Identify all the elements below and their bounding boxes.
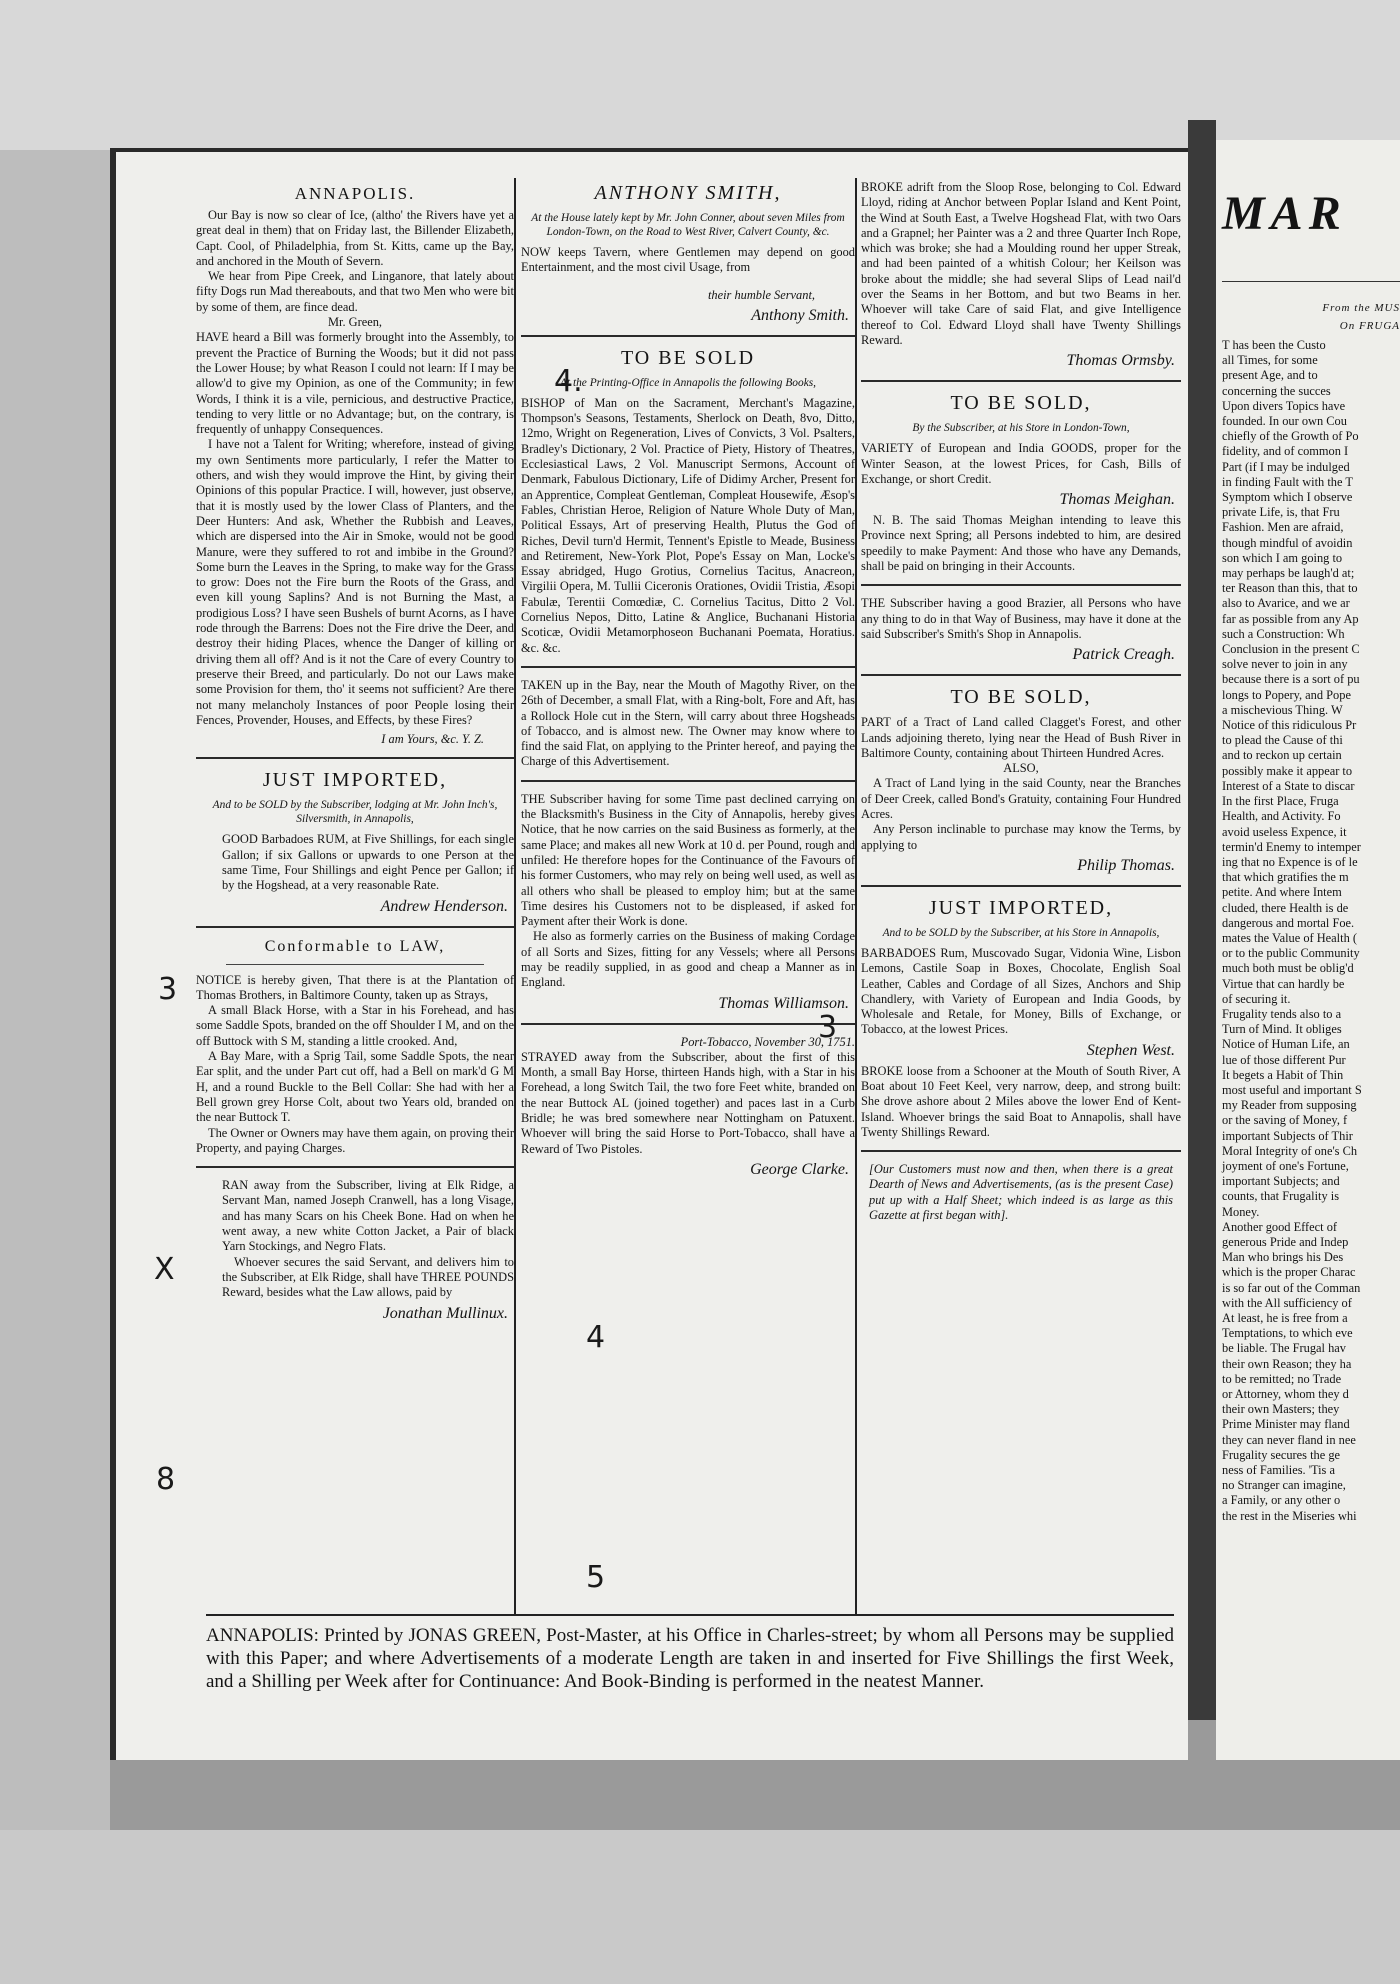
adjacent-text-line: Symptom which I observe [1222,490,1353,505]
rule [861,1150,1181,1152]
rule [196,1166,514,1168]
handwritten-annotation: 4 [586,1320,606,1355]
rule [861,885,1181,887]
adjacent-text-line: or the saving of Money, f [1222,1113,1348,1128]
tract-text-3: Any Person inclinable to purchase may know the Terms, by applying to [861,822,1181,852]
adjacent-text-line: Interest of a State to discar [1222,778,1355,793]
smith-subtitle: At the House lately kept by Mr. John Conner, about seven Miles from London-Town, on the Road to West River, Calvert County, &c. [531,212,845,238]
ormsby-signature: Thomas Ormsby. [1066,352,1175,370]
adjacent-text-line: to be remitted; no Trade [1222,1371,1342,1386]
adjacent-text-line: generous Pride and Indep [1222,1234,1349,1249]
adjacent-text-line: all Times, for some [1222,353,1318,368]
law-notice-3: A Bay Mare, with a Sprig Tail, some Saddle Spots, the near Ear split, and the under Part cut off, had a Bell on mark'd G M H, and a round Buckle to the Bell Collar: She had with her a Bell grown grey Horse Colt, about two Years old, branded on the near Buttock T. [196,1049,514,1125]
adjacent-text-line: ing that no Expence is of le [1222,854,1358,869]
column-rule-1 [514,178,516,1616]
adjacent-text-line: Frugality secures the ge [1222,1447,1341,1462]
page-gutter [1188,120,1216,1720]
law-heading: Conformable to LAW, [264,937,446,955]
adjacent-text-line: to plead the Cause of thi [1222,733,1343,748]
law-notice-2: A small Black Horse, with a Star in his Forehead, and has some Saddle Spots, branded on the off Shoulder I M, and on the off Buttock with S M, standing a little crooked. And, [196,1003,514,1048]
letter-paragraph-1: HAVE heard a Bill was formerly brought into the Assembly, to prevent the Practice of Burning the Woods; but it did not pass the Lower House; by what Reason I could not learn: If I may be allow'd to give my Opinion, as one of the Community; in few Words, I think it is a vile, pernicious, and destructive Practice, tending to very little or no Advantage; but, on the contrary, is frequently of unhappy Consequences. [196,330,514,437]
rule [521,1023,855,1025]
adjacent-text-line: the rest in the Miseries whi [1222,1508,1357,1523]
adjacent-text-line: be liable. The Frugal hav [1222,1341,1346,1356]
adjacent-text-line: Virtue that can hardly be [1222,976,1345,991]
annapolis-heading: ANNAPOLIS. [294,184,416,203]
adjacent-text-line: fidelity, and of common I [1222,444,1349,459]
adjacent-text-line: Upon divers Topics have [1222,398,1346,413]
meighan-heading: TO BE SOLD, [950,392,1092,415]
adjacent-text-line: that which gratifies the m [1222,870,1349,885]
books-list: BISHOP of Man on the Sacrament, Merchant's Magazine, Thompson's Seasons, Testaments, Sherlock on Death, 8vo, Ditto, 12mo, Wright on Regeneration, Lives of Convicts, 3 Vol. Psalters, Bradley's Dictionary, 2 Vol. Practice of Piety, History of Theatres, Ecclesiastical Laws, 2 Vol. Manuscript Sermons, Account of Denmark, Fabulous Dictionary, Life of Didimy Archer, Present for an Apprentice, Compleat Gentleman, Compleat Housewife, Æsop's Fables, Christian Heroe, Religion of Nature Whole Duty of Man, Political Essays, Art of preserving Health, Plutus the God of Riches, Devil turn'd Hermit, Tennent's Epistle to Meade, Business and Retirement, New-York Plot, Pope's Essay on Man, Locke's Essay abridged, Hugo Grotius, Cornelius Tacitus, Anacreon, Virgilii Opera, M. Tullii Ciceronis Orationes, Ovidii Tristia, Æsopi Fabulæ, Terentii Comœdiæ, C. Cornelius Tacitus, Ditto 2 Vol. Cornelius Nepos, Ditto, Latine & Anglice, Buchanani Historia Scoticæ, Ovidii Metamorphoseon Buchanani Poemata, Horatius. &c. &c. [521,395,855,655]
adjacent-text-line: Money. [1222,1204,1260,1219]
adjacent-text-line: Conclusion in the present C [1222,642,1360,657]
west-subtitle: And to be SOLD by the Subscriber, at his Store in Annapolis, [882,926,1160,939]
meighan-signature: Thomas Meighan. [1059,491,1175,509]
smith-signature: Anthony Smith. [751,306,849,324]
letter-signature: I am Yours, &c. Y. Z. [381,732,484,747]
adjacent-text-line: their own Masters; they [1222,1402,1340,1417]
adjacent-text-line: longs to Popery, and Pope [1222,687,1351,702]
adjacent-text-line: a mischevious Thing. W [1222,702,1343,717]
books-subtitle: At the Printing-Office in Annapolis the following Books, [559,376,817,389]
adjacent-text-line: joyment of one's Fortune, [1222,1158,1349,1173]
thomas-signature: Philip Thomas. [1077,856,1175,874]
adjacent-text-line: no Stranger can imagine, [1222,1478,1346,1493]
adjacent-text-line: far as possible from any Ap [1222,611,1359,626]
adjacent-text-line: concerning the succes [1222,383,1331,398]
law-notice-4: The Owner or Owners may have them again, on proving their Property, and paying Charges. [196,1125,514,1155]
rule [196,926,514,928]
adjacent-text-line: cluded, there Health is de [1222,900,1349,915]
west-heading: JUST IMPORTED, [928,896,1114,919]
taken-up-text: TAKEN up in the Bay, near the Mouth of Magothy River, on the 26th of December, a small Flat, with a Ring-bolt, Fore and Aft, has a Rollock Hole cut in the Stern, will carry about three Hogsheads of Tobacco, and is almost new. The Owner may know where to find the said Flat, on applying to the Printer hereof, and paying the Charge of this Advertisement. [521,677,855,769]
rule [521,666,855,668]
adjacent-text-line: T has been the Custo [1222,338,1326,352]
tract-also: ALSO, [1003,761,1039,776]
smith-closing: their humble Servant, [707,287,815,302]
blacksmith-text-2: He also as formerly carries on the Business of making Cordage of all Sorts and Sizes, fitting for any Vessels; where all Persons may be readily supplied, in as good and cheap a Manner as in England. [521,929,855,990]
annapolis-news-1: Our Bay is now so clear of Ice, (altho' the Rivers have yet a great deal in them) that on Friday last, the Billender Elizabeth, Capt. Cool, of Philadelphia, from St. Kitts, came up the Bay, and anchored in the Mouth of Severn. [196,208,514,268]
adjacent-text-line: they can never fland in nee [1222,1432,1356,1447]
adjacent-text-line: petite. And where Intem [1222,885,1342,900]
adjacent-text-line: Health, and Activity. Fo [1222,809,1341,824]
adjacent-text-line: though mindful of avoidin [1222,535,1353,550]
adjacent-text-line: Notice of this ridiculous Pr [1222,718,1357,733]
imprint [206,1614,1174,1756]
tract-text-2: A Tract of Land lying in the said County, near the Branches of Deer Creek, called Bond's Gratuity, containing Four Hundred Acres. [861,776,1181,822]
strayed-dateline: Port-Tobacco, November 30, 1751. [680,1034,855,1049]
meighan-note: N. B. The said Thomas Meighan intending to leave this Province next Spring; all Persons indebted to him, are desired speedily to make Payment: And those who have any Demands, shall be paid on bringing in their Accounts. [861,513,1181,574]
adjacent-text-line: ness of Families. 'Tis a [1222,1463,1335,1478]
customers-notice: [Our Customers must now and then, when there is a great Dearth of News and Advertisements, (as is the present Case) put up with a Half Sheet; which indeed is as large as this Gazette at first began with]. [869,1162,1173,1223]
adjacent-text-line: Another good Effect of [1222,1219,1338,1234]
tract-heading: TO BE SOLD, [950,686,1092,709]
background-left [0,150,110,1830]
rule [861,674,1181,676]
law-notice-1: NOTICE is hereby given, That there is at the Plantation of Thomas Brothers, in Baltimore County, taken up as Strays, [196,972,514,1002]
adjacent-text-line: which is the proper Charac [1222,1265,1356,1280]
background-bottom [0,1830,1400,1984]
adjacent-text-line: At least, he is free from a [1222,1311,1348,1325]
adjacent-text-line: avoid useless Expence, it [1222,824,1347,839]
adjacent-text-line: present Age, and to [1222,368,1318,383]
imprint-text: ANNAPOLIS: Printed by JONAS GREEN, Post-Master, at his Office in Charles-street; by whom all Persons may be supplied with this Paper; and where Advertisements of a moderate Length are taken in and inserted for Five Shillings the first Week, and a Shilling per Week after for Continuance: And Book-Binding is performed in the neatest Manner. [206,1625,1174,1692]
adjacent-text-line: son which I am going to [1222,550,1343,565]
clarke-signature: George Clarke. [750,1160,849,1178]
rule [196,757,514,759]
strayed-text: STRAYED away from the Subscriber, about the first of this Month, a small Bay Horse, thirteen Hands high, with a Star in his Forehead, a long Switch Tail, the two fore Feet white, branded on the near Buttock AL (joined together) and paces last in a Curb Bridle; he was bred somewhere near Nottingham on Patuxent. Whoever will bring the said Horse to Port-Tobacco, shall have a Reward of Two Pistoles. [521,1049,855,1156]
adjacent-text-line: counts, that Frugality is [1222,1189,1340,1204]
newspaper-page [110,148,1188,1760]
adjacent-text-line: mates the Value of Health ( [1222,930,1357,945]
adjacent-text-line: most useful and important S [1222,1082,1362,1097]
adjacent-text-line: because there is a sort of pu [1222,672,1360,687]
adjacent-text-line: Fashion. Men are afraid, [1222,520,1344,535]
adjacent-text-line: Notice of Human Life, an [1222,1037,1350,1052]
adjacent-text-line: Part (if I may be indulged [1222,459,1350,474]
just-imported-subtitle: And to be SOLD by the Subscriber, lodging at Mr. John Inch's, Silversmith, in Annapolis, [212,799,498,826]
smith-text: NOW keeps Tavern, where Gentlemen may depend on good Entertainment, and the most civil Usage, from [521,245,855,275]
adjacent-text-line: may perhaps be laugh'd at; [1222,566,1355,581]
adjacent-text-line: Frugality tends also to a [1222,1006,1342,1021]
handwritten-annotation: 5 [586,1560,606,1595]
adjacent-text-line: Prime Minister may fland [1222,1417,1350,1432]
adjacent-text-line: my Reader from supposing [1222,1098,1357,1113]
adjacent-text-line: dangerous and mortal Foe. [1222,915,1355,930]
west-signature: Stephen West. [1086,1041,1175,1059]
smith-heading: ANTHONY SMITH, [594,182,782,204]
adjacent-text-line: is so far out of the Comman [1222,1280,1361,1295]
creagh-text: THE Subscriber having a good Brazier, all Persons who have any thing to do in that Way of Business, may have it done at the said Subscriber's Smith's Shop in Annapolis. [861,596,1181,641]
adjacent-text-line: and to reckon up certain [1222,748,1342,763]
annapolis-news-2: We hear from Pipe Creek, and Linganore, that lately about fifty Dogs run Mad thereabouts, and that two Men who were bit by some of them, are fince dead. [196,269,514,314]
adjacent-text [1222,338,1400,1524]
adjacent-text-line: termin'd Enemy to intemper [1222,839,1361,854]
creagh-signature: Patrick Creagh. [1072,646,1175,664]
adjacent-caption-1: From the MUS [1322,302,1400,314]
column-1 [196,180,514,1612]
books-heading: TO BE SOLD [620,346,756,369]
rule [226,964,484,965]
adjacent-text-line: chiefly of the Growth of Po [1222,429,1359,444]
adjacent-masthead: MAR [1222,187,1347,240]
west-text: BARBADOES Rum, Muscovado Sugar, Vidonia Wine, Lisbon Lemons, Castile Soap in Boxes, Chocolate, English Soal Leather, Cables and Cordage of all Sizes, Anchors and Ship Chandlery, with Variety of European and India Goods, by Wholesale and Retale, for Money, Bills of Exchange, or Tobacco, at the lowest Prices. [861,945,1181,1037]
adjacent-text-line: It begets a Habit of Thin [1222,1067,1344,1082]
schooner-text: BROKE loose from a Schooner at the Mouth of South River, A Boat about 10 Feet Keel, very narrow, deep, and strong built: She drove ashore about 2 Miles above the lower End of Kent-Island. Whoever brings the said Boat to Annapolis, shall have Twenty Shillings Reward. [861,1063,1181,1139]
adjacent-text-line: Man who brings his Des [1222,1250,1344,1265]
henderson-signature: Andrew Henderson. [380,897,508,915]
adjacent-text-line: possibly make it appear to [1222,763,1353,778]
rule [521,780,855,782]
adjacent-text-line: private Life, is, that Fru [1222,505,1340,520]
rule [1222,281,1400,282]
adjacent-text-line: much both must be oblig'd [1222,961,1354,976]
tract-text: PART of a Tract of Land called Clagget's Forest, and other Lands adjoining thereto, lying near the Head of Bush River in Baltimore County, containing about Thirteen Hundred Acres. [861,715,1181,760]
adjacent-text-line: with the All sufficiency of [1222,1295,1352,1310]
adjacent-text-line: their own Reason; they ha [1222,1356,1352,1371]
handwritten-annotation: X [154,1252,175,1287]
adjacent-text-line: of securing it. [1222,991,1291,1006]
adjacent-text-line: also to Avarice, and we ar [1222,596,1350,611]
column-3 [861,180,1181,1612]
handwritten-annotation: 3 [818,1010,838,1045]
meighan-text: VARIETY of European and India GOODS, proper for the Winter Season, at the lowest Prices, for Cash, Bills of Exchange, or short Credit. [861,441,1181,486]
adjacent-caption-2: On FRUGA [1339,320,1400,332]
mullinux-signature: Jonathan Mullinux. [382,1304,508,1322]
rule [861,380,1181,382]
rule [861,584,1181,586]
handwritten-annotation: 8 [156,1462,176,1497]
adjacent-text-line: in finding Fault with the T [1222,474,1353,489]
adjacent-text-line: or to the public Community [1222,946,1360,961]
adjacent-text-line: Moral Integrity of one's Ch [1222,1143,1358,1158]
adjacent-text-line: lue of those different Pur [1222,1052,1346,1067]
adjacent-text-line: In the first Place, Fruga [1222,794,1339,809]
rum-advert-text: GOOD Barbadoes RUM, at Five Shillings, for each single Gallon; if six Gallons or upwards to one Person at the same Time, Four Shillings and eight Pence per Gallon; if by the Hogshead, at a very reasonable Rate. [222,832,514,893]
adjacent-text-line: ter Reason than this, that to [1222,581,1358,596]
adjacent-text-line: important Subjects; and [1222,1174,1340,1189]
adjacent-text-line: Temptations, to which eve [1222,1326,1353,1341]
letter-salutation: Mr. Green, [327,315,383,330]
broke-adrift-text: BROKE adrift from the Sloop Rose, belonging to Col. Edward Lloyd, riding at Anchor between Poplar Island and Kent Point, the Wind at South East, a Twelve Hogshead Flat, with two Oars and a Grapnel; her Painter was a 2 and three Quarter Inch Rope, which was broke; she had a Moulding round her upper Streak, and had been painted of a whitish Colour; her Keilson was broke about the middle; she had several Slips of Lead nail'd over the Seams in her Bottom, and but two Beams in her. Whoever will take Care of said Flat, and give Intelligence thereof to Col. Edward Lloyd shall have Twenty Shillings Reward. [861,180,1181,347]
adjacent-text-line: solve never to join in any [1222,657,1348,672]
rule [521,335,855,337]
meighan-subtitle: By the Subscriber, at his Store in London-Town, [912,422,1130,435]
adjacent-page [1216,140,1400,1760]
runaway-notice-2: Whoever secures the said Servant, and delivers him to the Subscriber, at Elk Ridge, shall have THREE POUNDS Reward, besides what the Law allows, paid by [222,1254,514,1300]
adjacent-text-line: or Attorney, whom they d [1222,1387,1349,1402]
adjacent-text-line: such a Construction: Wh [1222,626,1345,641]
blacksmith-text-1: THE Subscriber having for some Time past declined carrying on the Blacksmith's Business in the City of Annapolis, hereby gives Notice, that he now carries on the said Business as formerly, at the same Place; and makes all new Work at 10 d. per Pound, rough and unfiled: He therefore hopes for the Continuance of the Favours of his former Customers, who may rely on being well used, as well as all others who shall be pleased to employ him; but at the same Time desires his Customers not to be displeased, if asked for Payment after their Work is done. [521,791,855,929]
adjacent-text-line: a Family, or any other o [1222,1493,1341,1508]
adjacent-text-line: Turn of Mind. It obliges [1222,1022,1342,1037]
column-rule-2 [855,178,857,1616]
williamson-signature: Thomas Williamson. [718,994,849,1012]
letter-paragraph-2: I have not a Talent for Writing; wherefore, instead of giving my own Sentiments more particularly, I refer the Matter to others, and wish they would improve the Hint, by giving their Opinions of this popular Practice. I will, however, just observe, that it is mostly used by the lower Class of Planters, and the Deer Hunters: And ask, Whether the Rubbish and Leaves, which are dispersed into the Air in Smoke, would not be good Manure, were they suffered to rot and imbibe in the Ground? Some burn the Leaves in the Spring, to make way for the Grass to grow: Does not the Fire burn the Roots of the Grass, and even kill young Saplins? And is not Burning the Mast, a prodigious Loss? I have seen Bushels of burnt Acorns, as I have rode through the Barrens: Does not the Fire drive the Deer, and destroy their hiding Places, whence the Danger of killing or driving them all off? And is it not the Care of every Country to preserve their Breed, and particularly. Do not our Laws make some Provision for them, tho' it seems not sufficient? Are there not many melancholy Instances of poor People losing their Fences, Provender, Houses, and Effects, by these Fires? [196,437,514,727]
runaway-notice-1: RAN away from the Subscriber, living at Elk Ridge, a Servant Man, named Joseph Cranwell, has a long Visage, and has many Scars on his Cheek Bone. Had on when he went away, a new white Cotton Jacket, a Pair of black Yarn Stockings, and Negro Flats. [222,1178,514,1254]
just-imported-heading: JUST IMPORTED, [262,769,448,792]
handwritten-annotation: 4. [554,364,583,399]
handwritten-annotation: 3 [158,972,178,1007]
adjacent-text-line: important Subjects of Thir [1222,1128,1353,1143]
adjacent-text-line: founded. In our own Cou [1222,414,1347,429]
